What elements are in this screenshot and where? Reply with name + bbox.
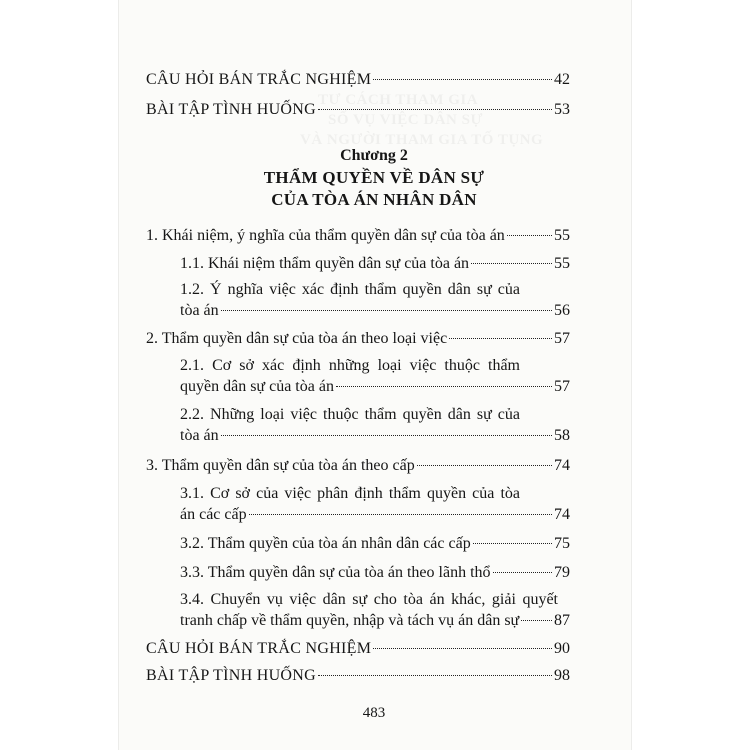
toc-entry-label: 3.2. Thẩm quyền của tòa án nhân dân các cấp: [180, 535, 471, 552]
dot-leader: [417, 465, 552, 466]
toc-entry-section-3-4[interactable]: [180, 611, 570, 631]
chapter-title-line-2: CỦA TÒA ÁN NHÂN DÂN: [271, 190, 477, 209]
chapter-label: Chương 2: [340, 147, 408, 164]
toc-page-number: 58: [554, 427, 570, 444]
toc-page-number: 74: [554, 457, 570, 474]
dot-leader: [373, 648, 552, 649]
toc-page-number: 98: [554, 667, 570, 684]
dot-leader: [318, 109, 552, 110]
toc-entry-label: CÂU HỎI BÁN TRẮC NGHIỆM: [146, 640, 372, 657]
dot-leader: [473, 543, 552, 544]
toc-entry-section-1-2[interactable]: [180, 301, 570, 321]
toc-entry-label: BÀI TẬP TÌNH HUỐNG: [146, 101, 316, 118]
toc-entry-section-3-3[interactable]: [180, 563, 570, 583]
toc-entry-label: 1.1. Khái niệm thẩm quyền dân sự của tòa án: [180, 255, 470, 272]
dot-leader: [221, 310, 552, 311]
dot-leader: [493, 572, 552, 573]
toc-entry-label: tòa án: [180, 427, 219, 444]
dot-leader: [507, 235, 552, 236]
toc-entry-section-3[interactable]: [146, 456, 570, 476]
toc-entry-section-1[interactable]: [146, 226, 570, 246]
toc-page-number: 75: [554, 535, 570, 552]
toc-entry-label: CÂU HỎI BÁN TRẮC NGHIỆM: [146, 71, 372, 88]
toc-entry-section-3-1[interactable]: [180, 505, 570, 525]
toc-page-number: 55: [554, 255, 570, 272]
toc-entry-section-1-2-line-1[interactable]: 1.2. Ý nghĩa việc xác định thẩm quyền dân sự của: [180, 281, 520, 298]
toc-page-number: 57: [554, 330, 570, 347]
toc-entry-label: 1. Khái niệm, ý nghĩa của thẩm quyền dân sự của tòa án: [146, 227, 505, 244]
toc-entry-case-exercises[interactable]: [146, 100, 570, 120]
dot-leader: [221, 435, 552, 436]
toc-page-number: 53: [554, 101, 570, 118]
toc-entry-case-exercises-2[interactable]: [146, 666, 570, 686]
toc-entry-review-questions-2[interactable]: [146, 639, 570, 659]
toc-entry-section-2-2[interactable]: [180, 426, 570, 446]
dot-leader: [249, 514, 552, 515]
toc-page-number: 55: [554, 227, 570, 244]
toc-entry-section-3-2[interactable]: [180, 534, 570, 554]
dot-leader: [471, 263, 552, 264]
toc-entry-section-3-1-line-1[interactable]: 3.1. Cơ sở của việc phân định thẩm quyền của tòa: [180, 485, 520, 502]
dot-leader: [336, 386, 552, 387]
toc-page-number: 42: [554, 71, 570, 88]
toc-page-number: 79: [554, 564, 570, 581]
toc-entry-section-2-1[interactable]: [180, 377, 570, 397]
toc-page-number: 57: [554, 378, 570, 395]
chapter-title-line-1: THẨM QUYỀN VỀ DÂN SỰ: [263, 168, 485, 187]
toc-page-number: 87: [554, 612, 570, 629]
toc-page-number: 56: [554, 302, 570, 319]
dot-leader: [318, 675, 552, 676]
toc-entry-label: tòa án: [180, 302, 219, 319]
toc-entry-section-1-1[interactable]: [180, 254, 570, 274]
toc-entry-label: tranh chấp về thẩm quyền, nhập và tách vụ án dân sự: [180, 612, 520, 629]
toc-entry-section-2-2-line-1[interactable]: 2.2. Những loại việc thuộc thẩm quyền dân sự của: [180, 406, 520, 423]
toc-entry-section-2[interactable]: [146, 329, 570, 349]
dot-leader: [449, 338, 552, 339]
toc-entry-review-questions[interactable]: [146, 70, 570, 90]
toc-entry-section-2-1-line-1[interactable]: 2.1. Cơ sở xác định những loại việc thuộc thẩm: [180, 357, 520, 374]
toc-entry-label: án các cấp: [180, 506, 247, 523]
toc-entry-label: BÀI TẬP TÌNH HUỐNG: [146, 667, 316, 684]
dot-leader: [373, 79, 552, 80]
dot-leader: [521, 620, 552, 621]
toc-entry-label: quyền dân sự của tòa án: [180, 378, 334, 395]
toc-entry-label: 3. Thẩm quyền dân sự của tòa án theo cấp: [146, 457, 415, 474]
toc-entry-label: 2. Thẩm quyền dân sự của tòa án theo loại việc: [146, 330, 448, 347]
page-number: 483: [362, 705, 386, 721]
toc-page-number: 74: [554, 506, 570, 523]
toc-page-number: 90: [554, 640, 570, 657]
toc-entry-label: 3.3. Thẩm quyền dân sự của tòa án theo lãnh thổ: [180, 564, 491, 581]
toc-entry-section-3-4-line-1[interactable]: 3.4. Chuyển vụ việc dân sự cho tòa án khác, giải quyết: [180, 591, 558, 608]
